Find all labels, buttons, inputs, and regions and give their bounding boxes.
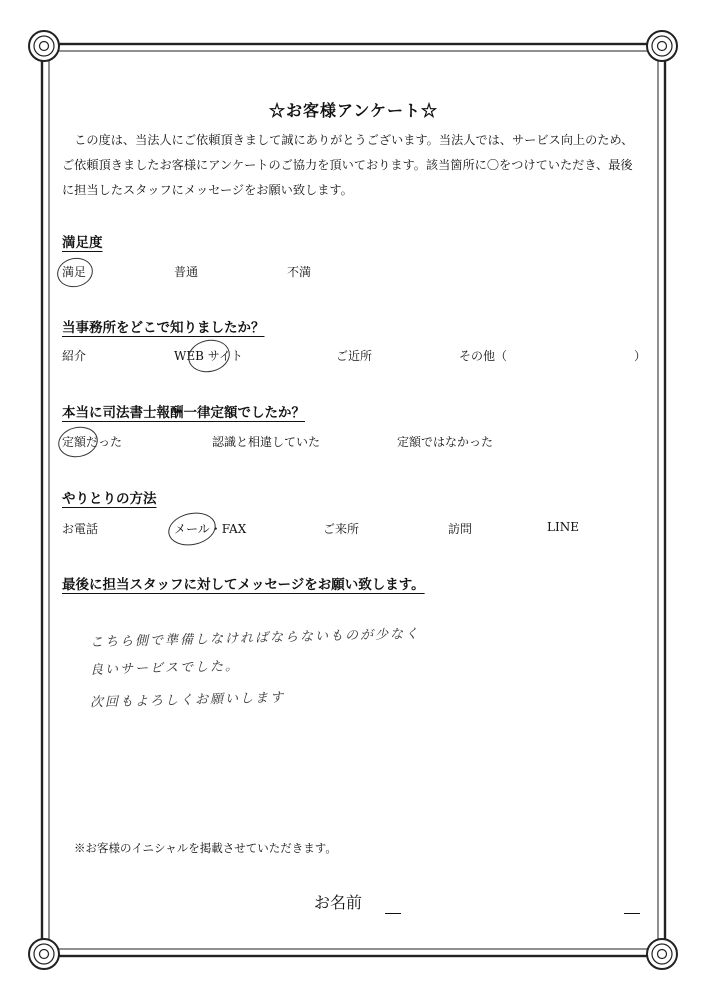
heading-fixed-fee: 本当に司法書士報酬一律定額でしたか？	[62, 405, 305, 421]
option-line[interactable]: LINE	[547, 520, 579, 534]
option-different[interactable]: 認識と相違していた	[212, 435, 321, 449]
heading-contact: やりとりの方法	[62, 491, 157, 507]
option-home-visit[interactable]: 訪問	[448, 522, 473, 536]
option-fixed-fee[interactable]: 定額だった	[62, 435, 123, 449]
option-not-fixed[interactable]: 定額ではなかった	[397, 435, 494, 449]
option-referral[interactable]: 紹介	[62, 349, 87, 363]
option-other[interactable]: その他（	[459, 349, 508, 363]
survey-title: ☆お客様アンケート☆	[268, 101, 439, 120]
handwritten-message-line: 良いサービスでした。	[89, 659, 241, 678]
intro-text: この度は、当法人にご依頼頂きまして誠にありがとうございます。当法人では、サービス向上のため、ご依頼頂きましたお客様にアンケートのご協力を頂いております。該当箇所に〇をつけていただき、最後に担当したスタッフにメッセージをお願い致します。	[62, 133, 634, 197]
name-underline-right	[624, 913, 640, 914]
handwritten-message-line: 次回もよろしくお願いします	[89, 690, 286, 711]
option-dissatisfied[interactable]: 不満	[287, 265, 312, 279]
option-satisfied[interactable]: 満足	[62, 265, 87, 279]
name-label: お名前	[314, 893, 363, 912]
option-phone[interactable]: お電話	[62, 522, 99, 536]
name-underline-left	[385, 913, 401, 914]
option-visit-office[interactable]: ご来所	[323, 522, 360, 536]
initials-note: ※お客様のイニシャルを掲載させていただきます。	[74, 841, 337, 855]
option-other-close: ）	[634, 349, 647, 363]
heading-message: 最後に担当スタッフに対してメッセージをお願い致します。	[62, 577, 425, 593]
option-neighborhood[interactable]: ご近所	[336, 349, 373, 363]
heading-source: 当事務所をどこで知りましたか？	[62, 320, 265, 336]
handwritten-message-line: こちら側で準備しなければならないものが少なく	[89, 626, 421, 651]
option-mail-fax[interactable]: メール・FAX	[174, 522, 247, 536]
option-website[interactable]: WEB サイト	[174, 349, 243, 363]
option-average[interactable]: 普通	[174, 265, 199, 279]
heading-satisfaction: 満足度	[62, 235, 103, 251]
